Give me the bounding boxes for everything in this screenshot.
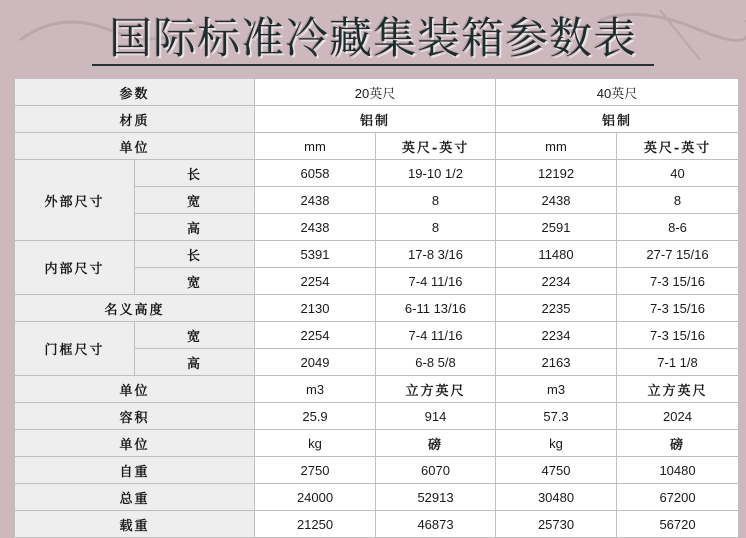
- table-row-external-length: [15, 160, 739, 187]
- material-20ft: 铝制: [255, 106, 496, 133]
- cell: 立方英尺: [376, 376, 496, 403]
- header-40ft: 40英尺: [496, 79, 739, 106]
- cell: 2591: [496, 214, 617, 241]
- sub-label: 长: [135, 160, 255, 187]
- gross-label: 总重: [15, 484, 255, 511]
- sub-label: 长: [135, 241, 255, 268]
- header-20ft: 20英尺: [255, 79, 496, 106]
- cell: 2438: [496, 187, 617, 214]
- cell: m3: [496, 376, 617, 403]
- internal-label: 内部尺寸: [15, 241, 135, 295]
- volume-unit-label: 单位: [15, 376, 255, 403]
- table-row-tare: [15, 457, 739, 484]
- cell: 6-8 5/8: [376, 349, 496, 376]
- material-40ft: 铝制: [496, 106, 739, 133]
- table-row-header: [15, 79, 739, 106]
- cell: 2024: [617, 403, 739, 430]
- weight-unit-label: 单位: [15, 430, 255, 457]
- cell: 19-10 1/2: [376, 160, 496, 187]
- cell: 立方英尺: [617, 376, 739, 403]
- cell: 56720: [617, 511, 739, 538]
- tare-label: 自重: [15, 457, 255, 484]
- cell: 2235: [496, 295, 617, 322]
- cell: 2234: [496, 322, 617, 349]
- sub-label: 高: [135, 214, 255, 241]
- cell: 4750: [496, 457, 617, 484]
- cell: 10480: [617, 457, 739, 484]
- cell: 7-3 15/16: [617, 268, 739, 295]
- unit-mm-20: mm: [255, 133, 376, 160]
- sub-label: 高: [135, 349, 255, 376]
- cell: 8: [617, 187, 739, 214]
- cell: 40: [617, 160, 739, 187]
- sub-label: 宽: [135, 187, 255, 214]
- cell: 12192: [496, 160, 617, 187]
- header-label: 参数: [15, 79, 255, 106]
- cell: 2750: [255, 457, 376, 484]
- unit-mm-40: mm: [496, 133, 617, 160]
- cell: 磅: [617, 430, 739, 457]
- cell: 25730: [496, 511, 617, 538]
- cell: 7-4 11/16: [376, 322, 496, 349]
- cell: 27-7 15/16: [617, 241, 739, 268]
- cell: 24000: [255, 484, 376, 511]
- external-label: 外部尺寸: [15, 160, 135, 241]
- cell: 2254: [255, 268, 376, 295]
- sub-label: 宽: [135, 322, 255, 349]
- cell: 30480: [496, 484, 617, 511]
- cell: 11480: [496, 241, 617, 268]
- cell: 8: [376, 214, 496, 241]
- table-row-door-width: [15, 322, 739, 349]
- unit-ftin-40: 英尺-英寸: [617, 133, 739, 160]
- table-row-volume-unit: [15, 376, 739, 403]
- cell: 67200: [617, 484, 739, 511]
- cell: kg: [255, 430, 376, 457]
- payload-label: 载重: [15, 511, 255, 538]
- title-underline: [92, 64, 654, 66]
- cell: 6-11 13/16: [376, 295, 496, 322]
- table-row-nominal-height: [15, 295, 739, 322]
- cell: 8-6: [617, 214, 739, 241]
- cell: 6058: [255, 160, 376, 187]
- cell: 2163: [496, 349, 617, 376]
- cell: 52913: [376, 484, 496, 511]
- cell: 57.3: [496, 403, 617, 430]
- spec-table: [14, 78, 739, 538]
- cell: 7-3 15/16: [617, 322, 739, 349]
- cell: kg: [496, 430, 617, 457]
- cell: 2049: [255, 349, 376, 376]
- cell: 磅: [376, 430, 496, 457]
- cell: 8: [376, 187, 496, 214]
- door-label: 门框尺寸: [15, 322, 135, 376]
- table-row-material: [15, 106, 739, 133]
- cell: 7-3 15/16: [617, 295, 739, 322]
- cell: 2234: [496, 268, 617, 295]
- cell: 2438: [255, 187, 376, 214]
- cell: 17-8 3/16: [376, 241, 496, 268]
- nominal-height-label: 名义高度: [15, 295, 255, 322]
- cell: 5391: [255, 241, 376, 268]
- cell: 21250: [255, 511, 376, 538]
- cell: 2254: [255, 322, 376, 349]
- cell: 7-1 1/8: [617, 349, 739, 376]
- cell: 914: [376, 403, 496, 430]
- cell: 25.9: [255, 403, 376, 430]
- cell: m3: [255, 376, 376, 403]
- volume-label: 容积: [15, 403, 255, 430]
- table-row-unit: [15, 133, 739, 160]
- sub-label: 宽: [135, 268, 255, 295]
- table-row-payload: [15, 511, 739, 538]
- cell: 46873: [376, 511, 496, 538]
- page-title: 国际标准冷藏集装箱参数表: [109, 14, 637, 64]
- cell: 2130: [255, 295, 376, 322]
- unit-label: 单位: [15, 133, 255, 160]
- cell: 2438: [255, 214, 376, 241]
- table-row-gross: [15, 484, 739, 511]
- table-row-volume: [15, 403, 739, 430]
- unit-ftin-20: 英尺-英寸: [376, 133, 496, 160]
- cell: 7-4 11/16: [376, 268, 496, 295]
- cell: 6070: [376, 457, 496, 484]
- table-row-weight-unit: [15, 430, 739, 457]
- table-row-internal-length: [15, 241, 739, 268]
- material-label: 材质: [15, 106, 255, 133]
